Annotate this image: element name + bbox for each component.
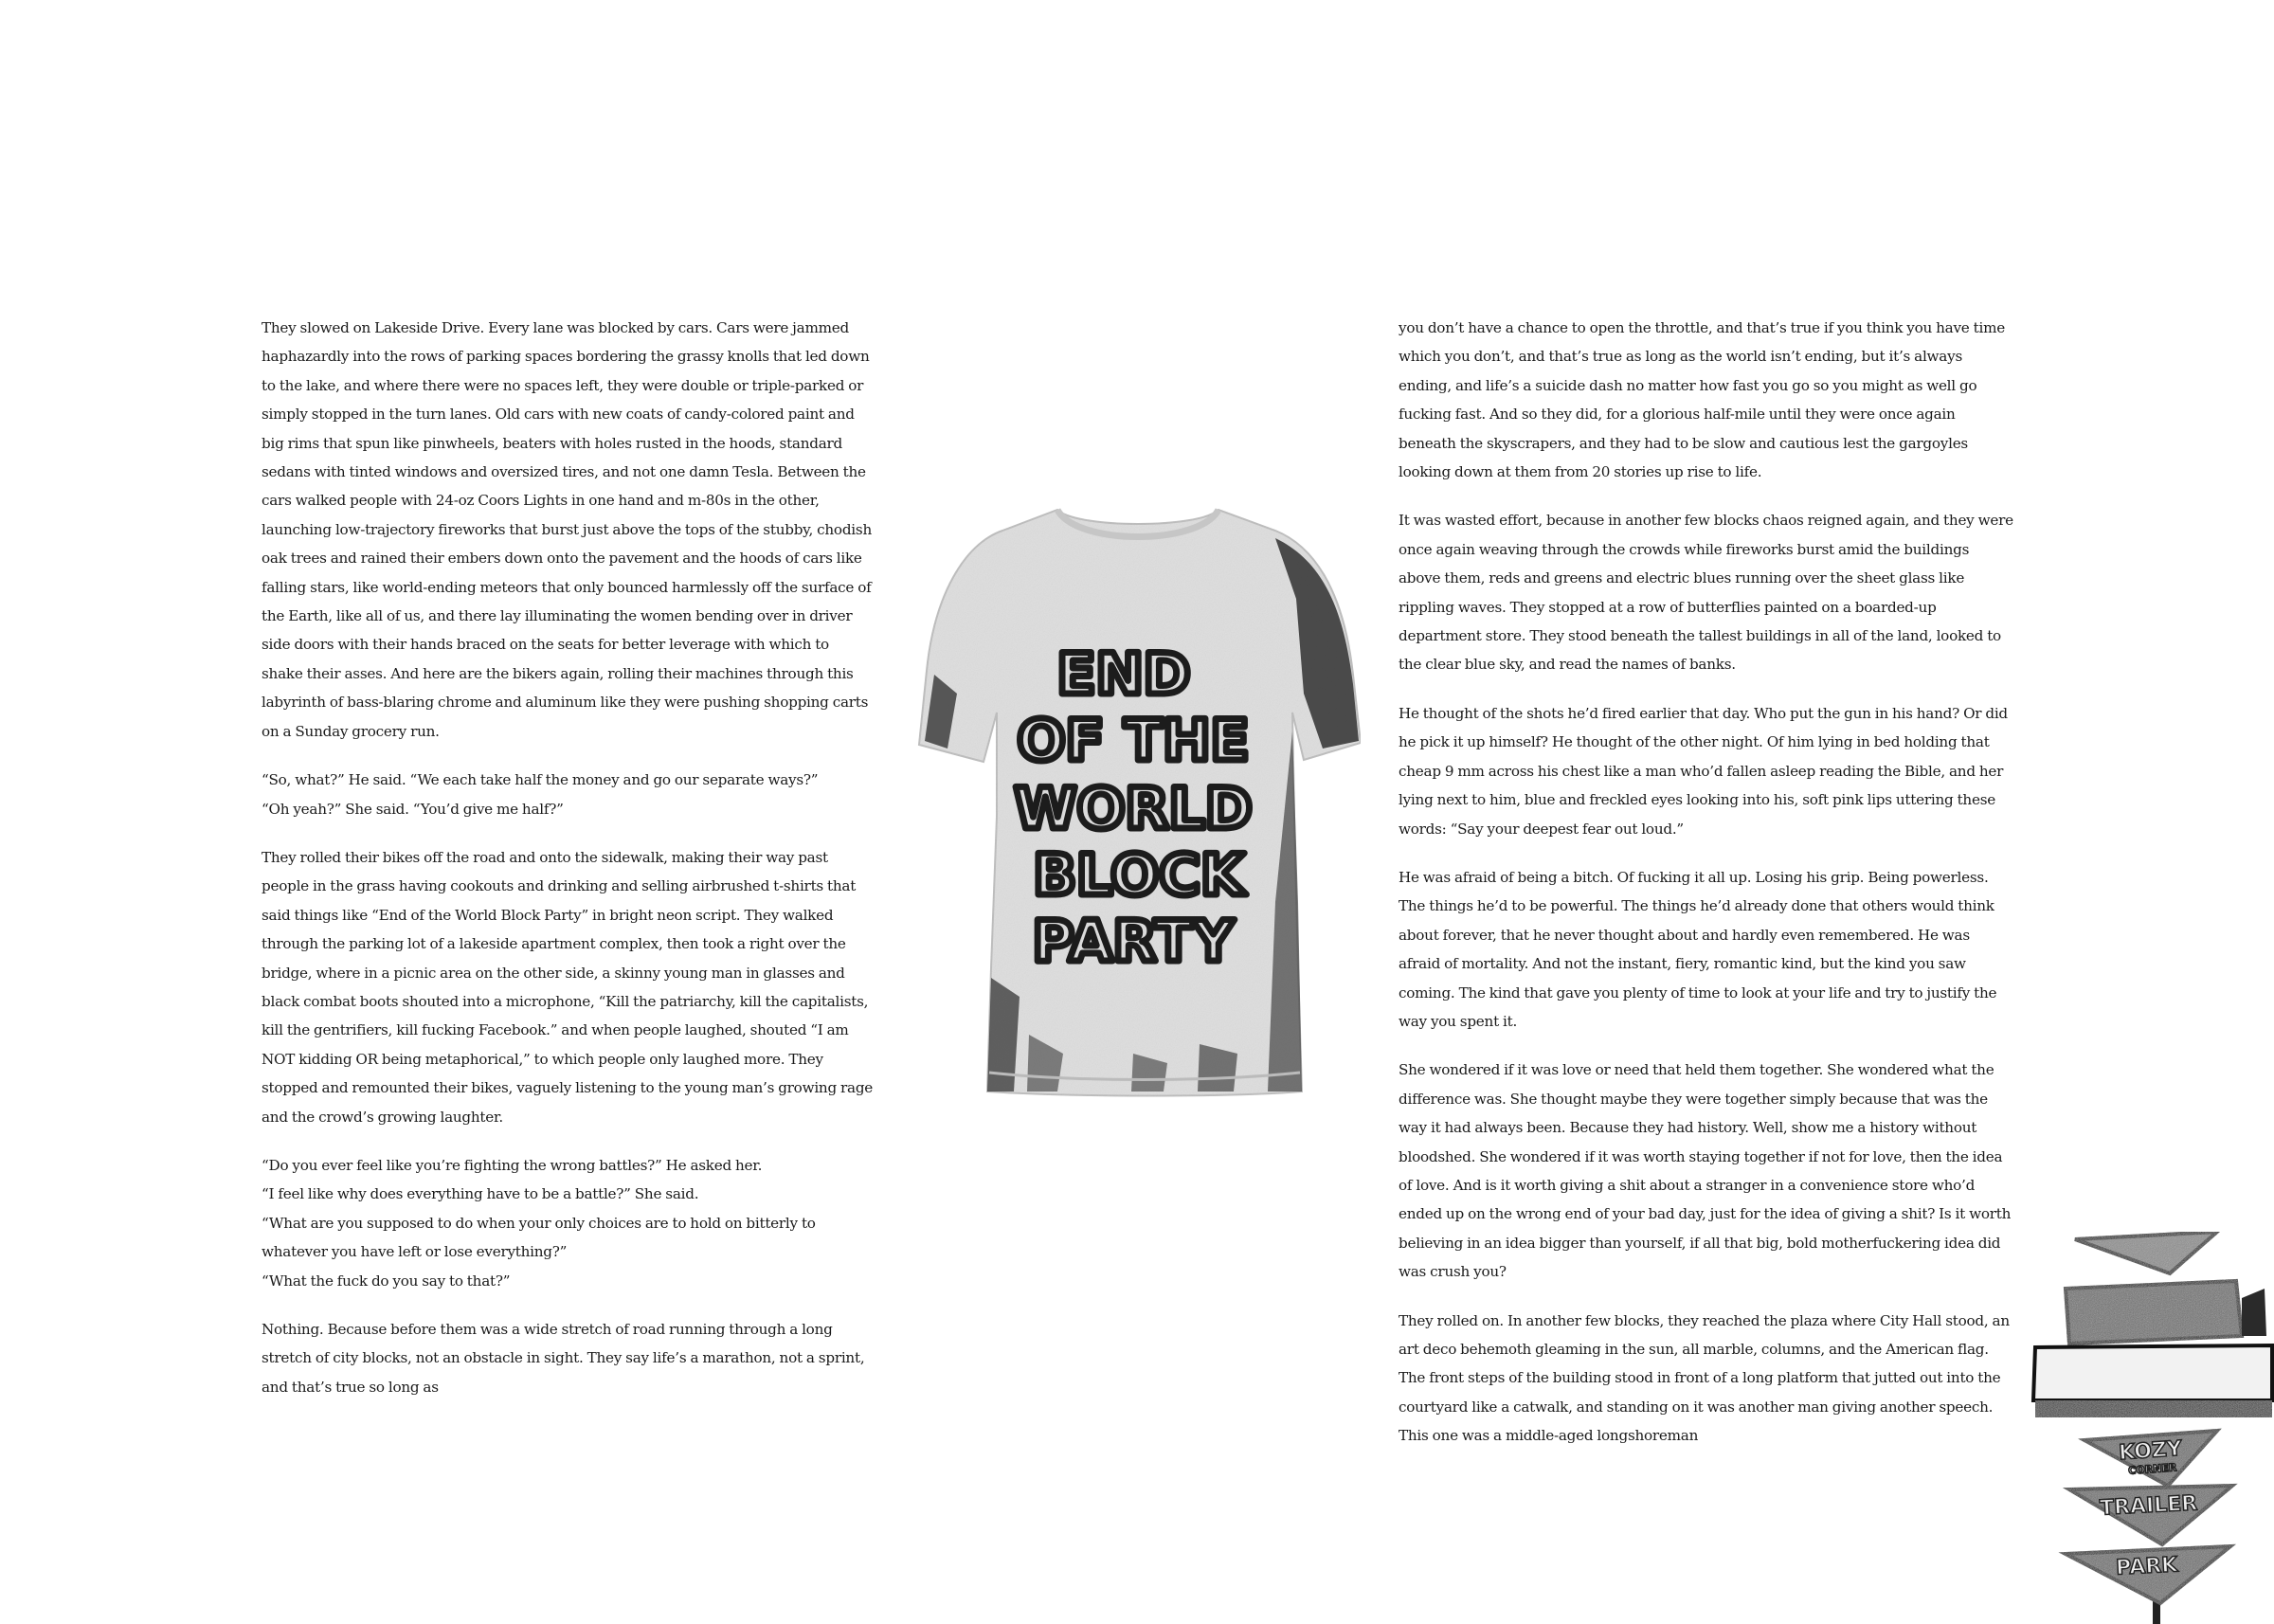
shirt-text-line: END [1056, 641, 1191, 708]
paragraph-city-hall: They rolled on. In another few blocks, they reached the plaza where City Hall stood, an art deco behemoth gleaming in the sun, all marble, columns, and the American flag. The front steps of the building stood in front of a long platform that jutted out into the courtyard like a catwalk, and standing on it was another man giving another speech. This one was a middle-aged longshoreman [1399, 1311, 2010, 1445]
paragraph-bikes-sidewalk: They rolled their bikes off the road and onto the sidewalk, making their way past people in the grass having cookouts and drinking and selling airbrushed t-shirts that said things like “End of the World Block Party” in bright neon script. They walked through the parking lot of a lakeside apartment complex, then took a right over the bridge, where in a picnic area on the other side, a skinny young man in glasses and black combat boots shouted into a microphone, “Kill the patriarchy, kill the capitalists, kill the gentrifiers, kill fucking Facebook.” and when people laughed, shouted “I am NOT kidding OR being metaphorical,” to which people only laughed more. They stopped and remounted their bikes, vaguely listening to the young man’s growing rage and the crowd’s growing laughter. [262, 848, 874, 1126]
dialogue-line: “Oh yeah?” She said. “You’d give me half?” [262, 800, 564, 818]
shirt-text-line: BLOCK [1033, 842, 1245, 909]
dialogue-line: “Do you ever feel like you’re fighting the wrong battles?” He asked her. [262, 1156, 763, 1174]
sign-text: TRAILER [2099, 1491, 2198, 1521]
left-text-column [262, 314, 874, 1421]
paragraph-love-or-need: She wondered if it was love or need that held them together. She wondered what the difference was. She thought maybe they were together simply because that was the way it had always been. Because they had history. Well, show me a history without bloodshed. She wondered if it was worth staying together if not for love, then the idea of love. And is it worth giving a shit about a stranger in a convenience store who’d ended up on the wrong end of your bad day, just for the idea of giving a shit? Is it worth believing in an idea bigger than yourself, if all that big, bold motherfuckering idea did was crush you? [1399, 1061, 2012, 1281]
sign-text: KOZY [2118, 1436, 2183, 1466]
dialogue-line: “So, what?” He said. “We each take half the money and go our separate ways?” [262, 771, 819, 789]
trailer-park-sign-image [2028, 1232, 2274, 1624]
paragraph-lakeside-drive: They slowed on Lakeside Drive. Every lane was blocked by cars. Cars were jammed haphazardly into the rows of parking spaces bordering the grassy knolls that led down to the lake, and where there were no spaces left, they were double or triple-parked or simply stopped in the turn lanes. Old cars with new coats of candy-colored paint and big rims that spun like pinwheels, beaters with holes rusted in the hoods, standard sedans with tinted windows and oversized tires, and not one damn Tesla. Between the cars walked people with 24-oz Coors Lights in one hand and m-80s in the other, launching low-trajectory fireworks that burst just above the tops of the stubby, chodish oak trees and rained their embers down onto the pavement and the hoods of cars like falling stars, like world-ending meteors that only bounced harmlessly off the surface of the Earth, like all of us, and there lay illuminating the women bending over in driver side doors with their hands braced on the seats for better leverage with which to shake their asses. And here are the bikers again, rolling their machines through this labyrinth of bass-blaring chrome and aluminum like they were pushing shopping carts on a Sunday grocery run. [262, 319, 872, 740]
sign-text: CORNER [2127, 1461, 2177, 1477]
paragraph-wasted-effort: It was wasted effort, because in another few blocks chaos reigned again, and they were once again weaving through the crowds while fireworks burst amid the buildings above them, reds and greens and electric blues running over the sheet glass like rippling waves. They stopped at a row of butterflies painted on a boarded-up department store. They stood beneath the tallest buildings in all of the land, looked to the clear blue sky, and read the names of banks. [1399, 512, 2013, 674]
sign-text: PARK [2115, 1553, 2178, 1580]
tshirt-image [915, 504, 1361, 1099]
dialogue-line: “What are you supposed to do when your only choices are to hold on bitterly to whatever you have left or lose everything?” [262, 1214, 816, 1261]
dialogue-line: “I feel like why does everything have to be a battle?” She said. [262, 1185, 699, 1203]
paragraph-shots-fired: He thought of the shots he’d fired earlier that day. Who put the gun in his hand? Or did he pick it up himself? He thought of the other night. Of him lying in bed holding that cheap 9 mm across his chest like a man who’d fallen asleep reading the Bible, and her lying next to him, blue and freckled eyes looking into his, soft pink lips uttering these words: “Say your deepest fear out loud.” [1399, 704, 2008, 838]
paragraph-afraid: He was afraid of being a bitch. Of fucking it all up. Losing his grip. Being powerless. The things he’d to be powerful. The things he’d already done that others would think about forever, that he never thought about and hardly even remembered. He was afraid of mortality. And not the instant, fiery, romantic kind, but the kind you saw coming. The kind that gave you plenty of time to look at your life and try to justify the way you spent it. [1399, 868, 1997, 1030]
shirt-text-line: OF THE [1017, 708, 1250, 774]
right-text-column [1399, 314, 2014, 1471]
paragraph-nothing: Nothing. Because before them was a wide stretch of road running through a long stretch of city blocks, not an obstacle in sight. They say life’s a marathon, not a sprint, and that’s true so long as [262, 1321, 865, 1396]
dialogue-block-battles [262, 1151, 874, 1295]
dialogue-block-money [262, 766, 874, 823]
paragraph-throttle: you don’t have a chance to open the throttle, and that’s true if you think you have time which you don’t, and that’s true as long as the world isn’t ending, but it’s always ending, and life’s a suicide dash no matter how fast you go so you might as well go fucking fast. And so they did, for a glorious half-mile until they were once again beneath the skyscrapers, and they had to be slow and cautious lest the gargoyles looking down at them from 20 stories up rise to life. [1399, 319, 2005, 481]
shirt-text-line: PARTY [1032, 909, 1235, 975]
dialogue-line: “What the fuck do you say to that?” [262, 1272, 511, 1290]
shirt-text-line: WORLD [1014, 776, 1253, 842]
